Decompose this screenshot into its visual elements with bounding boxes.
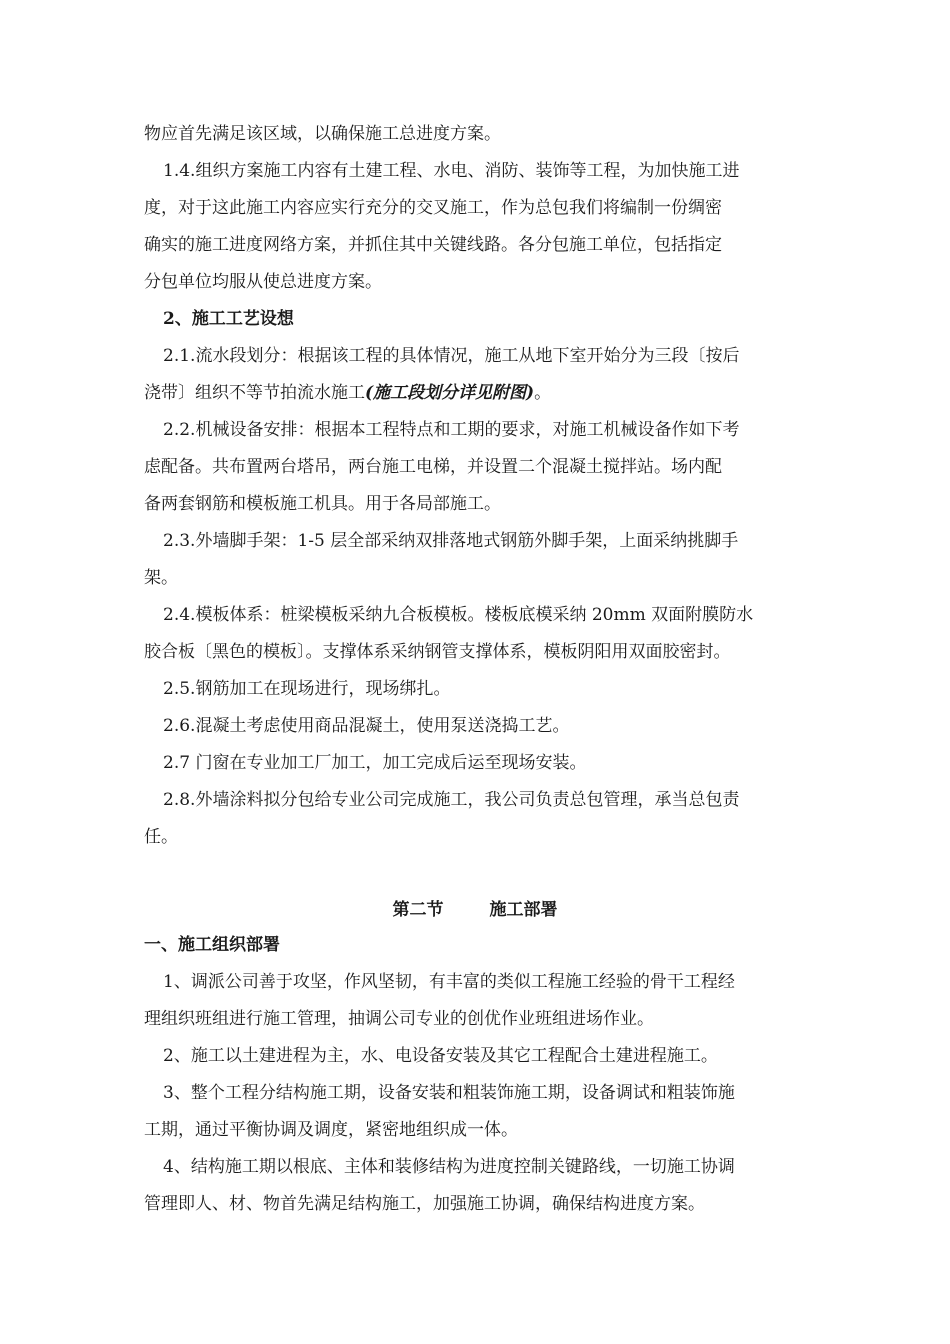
paragraph-line: 分包单位均服从使总进度方案。: [144, 272, 382, 292]
paragraph-line: 2.1.流水段划分：根据该工程的具体情况，施工从地下室开始分为三段〔按后: [163, 346, 740, 366]
subheading: 一、施工组织部署: [144, 935, 280, 955]
paragraph-line: 管理即人、材、物首先满足结构施工，加强施工协调，确保结构进度方案。: [144, 1194, 705, 1214]
section-title: [0, 902, 950, 919]
paragraph-line: 备两套钢筋和模板施工机具。用于各局部施工。: [144, 494, 501, 514]
paragraph-line: 3、整个工程分结构施工期，设备安装和粗装饰施工期，设备调试和粗装饰施: [163, 1083, 735, 1103]
paragraph-line: 任。: [144, 827, 178, 847]
paragraph-line: 1、调派公司善于攻坚，作风坚韧，有丰富的类似工程施工经验的骨干工程经: [163, 972, 735, 992]
emphasis-note: (施工段划分详见附图): [365, 383, 535, 403]
paragraph-line: 2.4.模板体系：桩梁模板采纳九合板模板。楼板底模采纳 20mm 双面附膜防水: [163, 605, 754, 625]
paragraph-line: 2.2.机械设备安排：根据本工程特点和工期的要求，对施工机械设备作如下考: [163, 420, 740, 440]
paragraph-line: 2.3.外墙脚手架：1-5 层全部采纳双排落地式钢筋外脚手架，上面采纳挑脚手: [163, 531, 739, 551]
paragraph-line: 架。: [144, 568, 178, 588]
section-number: 第二节: [392, 900, 444, 920]
paragraph-line: 度，对于这此施工内容应实行充分的交叉施工，作为总包我们将编制一份绸密: [144, 198, 722, 218]
paragraph-line: 胶合板〔黑色的模板〕。支撑体系采纳钢管支撑体系，模板阴阳用双面胶密封。: [144, 642, 731, 662]
paragraph-line: 2、施工以土建进程为主，水、电设备安装及其它工程配合土建进程施工。: [163, 1046, 718, 1066]
paragraph-line: 2.5.钢筋加工在现场进行，现场绑扎。: [163, 679, 451, 699]
paragraph-line: 理组织班组进行施工管理，抽调公司专业的创优作业班组进场作业。: [144, 1009, 654, 1029]
subheading: 2、施工工艺设想: [163, 309, 294, 329]
paragraph-line: 2.8.外墙涂料拟分包给专业公司完成施工，我公司负责总包管理，承当总包责: [163, 790, 740, 810]
paragraph-line: 工期，通过平衡协调及调度，紧密地组织成一体。: [144, 1120, 518, 1140]
section-name: 施工部署: [489, 900, 558, 920]
line-end: 。: [534, 383, 552, 403]
paragraph-line: 虑配备。共布置两台塔吊，两台施工电梯，并设置二个混凝土搅拌站。场内配: [144, 457, 722, 477]
line-text: 浇带〕组织不等节拍流水施工: [144, 383, 365, 403]
paragraph-line: 物应首先满足该区域，以确保施工总进度方案。: [144, 124, 501, 144]
paragraph-line: 4、结构施工期以根底、主体和装修结构为进度控制关键路线，一切施工协调: [163, 1157, 735, 1177]
paragraph-line: [144, 385, 551, 402]
paragraph-line: 2.7 门窗在专业加工厂加工，加工完成后运至现场安装。: [163, 753, 587, 773]
paragraph-line: 2.6.混凝土考虑使用商品混凝土，使用泵送浇捣工艺。: [163, 716, 570, 736]
paragraph-line: 确实的施工进度网络方案，并抓住其中关键线路。各分包施工单位，包括指定: [144, 235, 722, 255]
paragraph-line: 1.4.组织方案施工内容有土建工程、水电、消防、装饰等工程，为加快施工进: [163, 161, 740, 181]
